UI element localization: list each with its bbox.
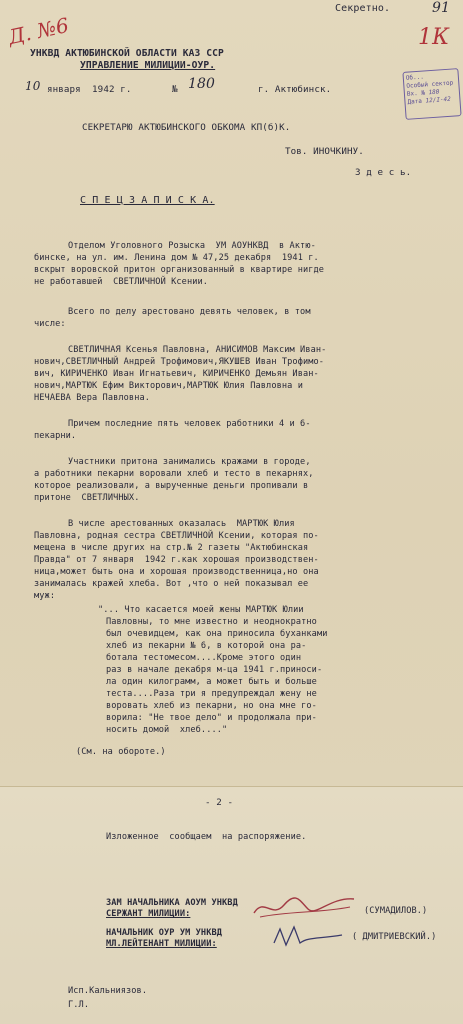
quote-line: хлеб из пекарни № 6, в которой она ра- [106,641,307,651]
body-line: вич, КИРИЧЕНКО Иван Игнатьевич, КИРИЧЕНКО Демьян Иван- [34,369,319,379]
signature-1 [250,891,360,921]
quote-line: ворила: "Не твое дело" и продолжала при- [106,713,317,723]
stamp-date-label: Дата [407,97,423,106]
date-day-handwritten: 10 [25,79,41,93]
header-department: УПРАВЛЕНИЕ МИЛИЦИИ-ОУР. [80,60,216,71]
quote-line: носить домой хлеб...." [106,725,228,735]
date-text: января 1942 г. [47,84,132,95]
signature-2 [268,921,348,951]
body-line: мещена в числе других на стр.№ 2 газеты "Актюбинская [34,543,309,553]
body-line: бинске, на ул. им. Ленина дом № 47,25 декабря 1941 г. [34,253,319,263]
body-line: Причем последние пять человек работники 4 и 6- [68,419,311,429]
number-label: № [172,84,178,95]
executor: Исп.Кальниязов. [68,986,148,996]
body-line: пекарни. [34,431,77,441]
page-number: - 2 - [205,797,234,808]
signatory-1-name: (СУМАДИЛОВ.) [364,906,428,916]
body-line: Павловна, родная сестра СВЕТЛИЧНОЙ Ксении, которая по- [34,531,319,541]
addressee-line-2: Тов. ИНОЧКИНУ. [285,146,364,157]
addressee-line-1: СЕКРЕТАРЮ АКТЮБИНСКОГО ОБКОМА КП(б)К. [82,122,291,133]
signatory-1-rank: СЕРЖАНТ МИЛИЦИИ: [106,909,191,919]
header-organization: УНКВД АКТЮБИНСКОЙ ОБЛАСТИ КАЗ ССР [30,48,224,59]
quote-line: ботала тестомесом....Кроме этого один [106,653,302,663]
handwritten-sheet-number: 91 [432,0,451,16]
body-line: Участники притона занимались кражами в городе, [68,457,311,467]
body-line: занималась кражей хлеба. Вот ,что о ней показывал ее [34,579,309,589]
quote-line: Павловны, то мне известно и неоднократно [106,617,317,627]
closing-statement: Изложенное сообщаем на распоряжение. [106,832,307,842]
signatory-2-title: НАЧАЛЬНИК ОУР УМ УНКВД [106,928,223,938]
body-line: а работники пекарни воровали хлеб и тесто в пекарнях, [34,469,314,479]
document-title: С П Е Ц З А П И С К А. [80,195,215,206]
signatory-2-name: ( ДМИТРИЕВСКИЙ.) [352,932,437,942]
signatory-2-rank: МЛ.ЛЕЙТЕНАНТ МИЛИЦИИ: [106,939,217,949]
body-line: ница,может быть она и хорошая производственница,но она [34,567,319,577]
body-line: не работавшей СВЕТЛИЧНОЙ Ксении. [34,277,209,287]
body-line: которое реализовали, а вырученные деньги пропивали в [34,481,309,491]
body-line: нович,МАРТЮК Ефим Викторович,МАРТЮК Юлия Павловна и [34,381,303,391]
quote-line: был очевидцем, как она приносила буханками [106,629,328,639]
body-line: Всего по делу арестовано девять человек, в том [68,307,311,317]
stamp-line-2: Особый сектор [406,79,454,90]
stamp-line-1: Об... [405,73,425,82]
quote-line: воровать хлеб из пекарни, но она мне го- [106,701,317,711]
doc-number-handwritten: 180 [188,76,216,92]
registration-stamp [402,68,461,120]
body-line: вскрыт воровской притон организованный в квартире нигде [34,265,325,275]
addressee-line-3: З д е с ь. [355,167,412,178]
body-line: нович,СВЕТЛИЧНЫЙ Андрей Трофимович,ЯКУШЕВ Иван Трофимо- [34,357,325,367]
body-line: НЕЧАЕВА Вера Павловна. [34,393,151,403]
executor-initials: Г.Л. [68,1000,90,1010]
stamp-date: 12/I-42 [425,95,452,105]
body-line: притоне СВЕТЛИЧНЫХ. [34,493,140,503]
see-overleaf-note: (См. на обороте.) [76,747,166,757]
body-line: Отделом Уголовного Розыска УМ АОУНКВД в Актю- [68,241,316,251]
stamp-number: 180 [428,88,440,97]
city: г. Актюбинск. [258,84,332,95]
quote-line: теста....Раза три я предупреждал жену не [106,689,317,699]
red-handwritten-mark: 1К [418,25,450,50]
document-page-2 [0,786,463,1024]
quote-line: ла один килограмм, а может быть и больше [106,677,317,687]
body-line: числе: [34,319,66,329]
body-line: муж: [34,591,56,601]
stamp-in-label: Вх. № [406,89,426,98]
quote-line: раз в начале декабря м-ца 1941 г.приноси- [106,665,323,675]
body-line: СВЕТЛИЧНАЯ Ксенья Павловна, АНИСИМОВ Максим Иван- [68,345,327,355]
body-line: В числе арестованных оказалась МАРТЮК Юлия [68,519,295,529]
signatory-1-title: ЗАМ НАЧАЛЬНИКА АОУМ УНКВД [106,898,238,908]
secret-label: Секретно. [335,3,391,14]
body-line: Правда" от 7 января 1942 г.как хорошая производствен- [34,555,319,565]
handwritten-case-number: Д. №6 [6,12,71,50]
quote-line: "... Что касается моей жены МАРТЮК Юлии [98,605,304,615]
